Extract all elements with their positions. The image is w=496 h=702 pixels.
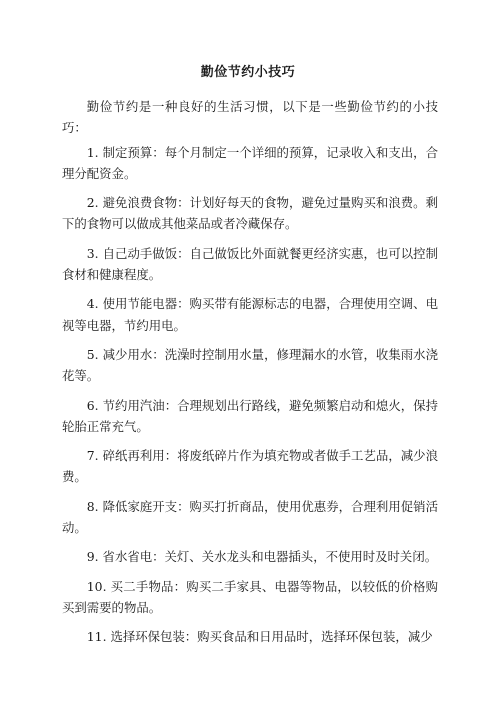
tip-item-11: 11. 选择环保包装：购买食品和日用品时，选择环保包装，减少	[86, 629, 433, 645]
tip-item-5: 5. 减少用水：洗澡时控制用水量，修理漏水的水管，收集雨水浇花等。	[62, 346, 438, 384]
tip-item-1: 1. 制定预算：每个月制定一个详细的预算，记录收入和支出，合理分配资金。	[62, 144, 438, 181]
tip-item-10: 10. 买二手物品：购买二手家具、电器等物品，以较低的价格购买到需要的物品。	[62, 578, 438, 615]
tip-item-4: 4. 使用节能电器：购买带有能源标志的电器，合理使用空调、电视等电器，节约用电。	[62, 296, 438, 333]
document-body	[62, 96, 438, 656]
document-title: 勤俭节约小技巧	[200, 65, 296, 80]
tip-item-7: 7. 碎纸再利用：将废纸碎片作为填充物或者做手工艺品，减少浪费。	[62, 448, 438, 485]
tip-item-3: 3. 自己动手做饭：自己做饭比外面就餐更经济实惠，也可以控制食材和健康程度。	[62, 245, 438, 283]
tip-item-6: 6. 节约用汽油：合理规划出行路线，避免频繁启动和熄火，保持轮胎正常充气。	[62, 397, 438, 434]
intro-paragraph: 勤俭节约是一种良好的生活习惯，以下是一些勤俭节约的小技巧：	[62, 99, 438, 136]
tip-item-2: 2. 避免浪费食物：计划好每天的食物，避免过量购买和浪费。剩下的食物可以做成其他菜品或者冷藏保存。	[62, 195, 438, 232]
tip-item-9: 9. 省水省电：关灯、关水龙头和电器插头，不使用时及时关闭。	[86, 549, 438, 565]
tip-item-8: 8. 降低家庭开支：购买打折商品，使用优惠券，合理利用促销活动。	[62, 498, 438, 536]
